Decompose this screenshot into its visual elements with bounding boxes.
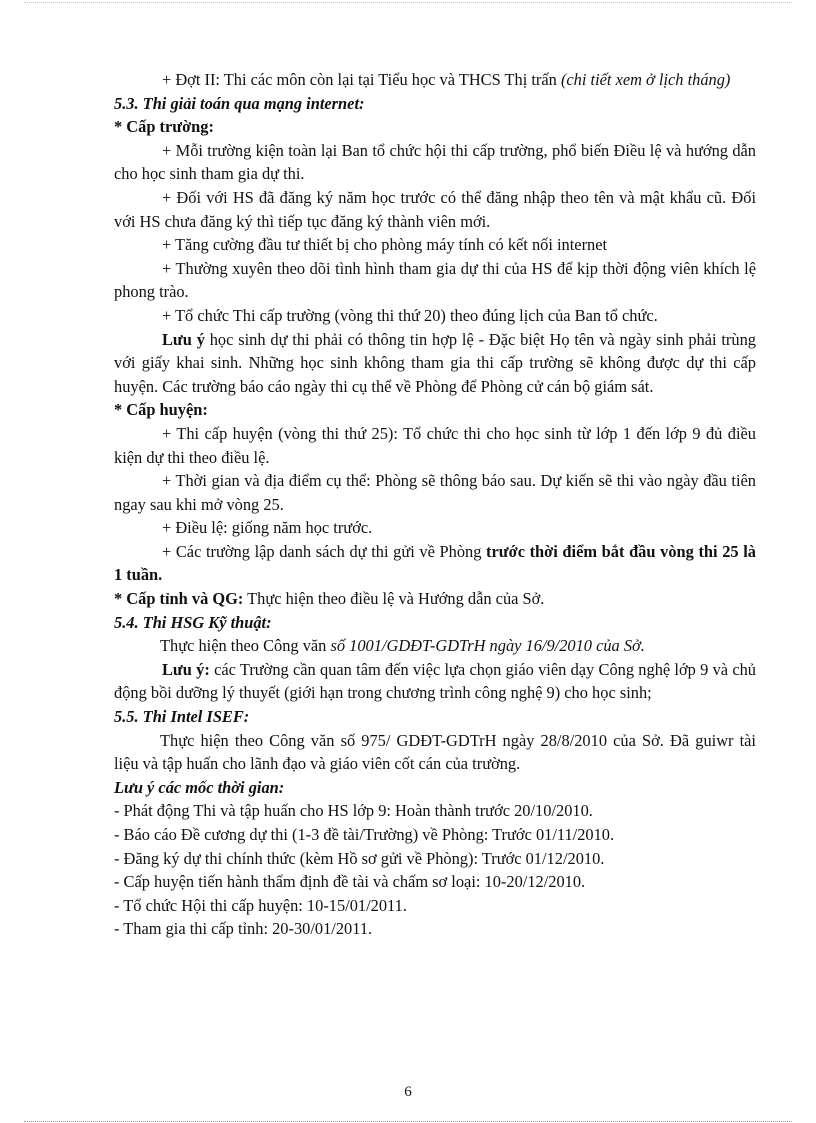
cap-huyen-item-4 xyxy=(114,540,756,587)
note-label: Lưu ý xyxy=(162,329,205,349)
cap-truong-item-1: + Mỗi trường kiện toàn lại Ban tổ chức hội thi cấp trường, phổ biến Điều lệ và hướng dẫn cho học sinh tham gia dự thi. xyxy=(114,140,756,184)
cap-tinh-text: Thực hiện theo điều lệ và Hướng dẫn của Sở. xyxy=(243,589,545,609)
milestone-6: - Tham gia thi cấp tỉnh: 20-30/01/2011. xyxy=(114,919,373,939)
footer-dotted-rule xyxy=(24,1121,792,1122)
ky-thuat-reference: số 1001/GDĐT-GDTrH ngày 16/9/2010 của Sở. xyxy=(330,636,645,656)
page-number: 6 xyxy=(404,1084,412,1100)
heading-5-3: 5.3. Thi giải toán qua mạng internet: xyxy=(114,93,365,113)
paragraph-dot-2 xyxy=(114,68,756,92)
ky-thuat-paragraph xyxy=(114,634,756,658)
cap-tinh-label: * Cấp tỉnh và QG: xyxy=(114,589,244,609)
header-dotted-rule xyxy=(24,2,792,3)
note-ky-thuat-label: Lưu ý: xyxy=(162,659,210,679)
note-ky-thuat-text: các Trường cần quan tâm đến việc lựa chọn giáo viên dạy Công nghệ lớp 9 và chủ động bồi dưỡng lý thuyết (giới hạn trong chương trình công nghệ 9) cho học sinh; xyxy=(114,659,756,703)
heading-moc-thoi-gian: Lưu ý các mốc thời gian: xyxy=(114,777,285,797)
dot2-text: + Đợt II: Thi các môn còn lại tại Tiểu học và THCS Thị trấn xyxy=(162,70,561,89)
page-body xyxy=(114,68,756,941)
cap-huyen-item-4-bold: trước thời điểm bắt đầu vòng thi 25 là 1 tuần. xyxy=(114,541,756,585)
note-text: học sinh dự thi phải có thông tin hợp lệ - Đặc biệt Họ tên và ngày sinh phải trùng với giấy khai sinh. Những học sinh không tham gia thi cấp trường sẽ không được dự thi cấp huyện. Các trường báo cáo ngày thi cụ thể về Phòng để Phòng cử cán bộ giám sát. xyxy=(114,329,756,396)
heading-5-4: 5.4. Thi HSG Kỹ thuật: xyxy=(114,612,272,632)
cap-huyen-item-1: + Thi cấp huyện (vòng thi thứ 25): Tổ chức thi cho học sinh từ lớp 1 đến lớp 9 đủ điều kiện dự thi theo điều lệ. xyxy=(114,423,756,467)
cap-huyen-item-3: + Điều lệ: giống năm học trước. xyxy=(162,518,373,538)
isef-paragraph: Thực hiện theo Công văn số 975/ GDĐT-GDTrH ngày 28/8/2010 của Sở. Đã guiwr tài liệu và tập huấn cho lãnh đạo và giáo viên cốt cán của trường. xyxy=(114,730,756,774)
subheading-cap-huyen: * Cấp huyện: xyxy=(114,400,208,420)
note-cap-truong xyxy=(114,328,756,399)
cap-huyen-item-4-text: + Các trường lập danh sách dự thi gửi về Phòng xyxy=(162,541,487,561)
dot2-note: (chi tiết xem ở lịch tháng) xyxy=(560,70,731,89)
subheading-cap-truong: * Cấp trường: xyxy=(114,117,214,137)
note-ky-thuat xyxy=(114,658,756,705)
cap-tinh-line xyxy=(114,587,756,611)
cap-huyen-item-2: + Thời gian và địa điểm cụ thể: Phòng sẽ thông báo sau. Dự kiến sẽ thi vào ngày đầu tiên ngay sau khi mở vòng 25. xyxy=(114,471,756,514)
milestone-5: - Tổ chức Hội thi cấp huyện: 10-15/01/2011. xyxy=(114,895,407,915)
cap-truong-item-4: + Thường xuyên theo dõi tình hình tham gia dự thi của HS để kịp thời động viên khích lệ phong trào. xyxy=(114,258,756,302)
cap-truong-item-2: + Đối với HS đã đăng ký năm học trước có thể đăng nhập theo tên và mật khẩu cũ. Đối với HS chưa đăng ký thì tiếp tục đăng ký thành viên mới. xyxy=(114,187,756,231)
cap-truong-item-5: + Tổ chức Thi cấp trường (vòng thi thứ 20) theo đúng lịch của Ban tổ chức. xyxy=(162,305,658,325)
heading-5-5: 5.5. Thi Intel ISEF: xyxy=(114,707,250,727)
milestone-2: - Báo cáo Đề cương dự thi (1-3 đề tài/Trường) về Phòng: Trước 01/11/2010. xyxy=(114,825,615,844)
milestone-1: - Phát động Thi và tập huấn cho HS lớp 9: Hoàn thành trước 20/10/2010. xyxy=(114,801,593,821)
cap-truong-item-3: + Tăng cường đầu tư thiết bị cho phòng máy tính có kết nối internet xyxy=(162,235,608,255)
milestone-3: - Đăng ký dự thi chính thức (kèm Hồ sơ gửi về Phòng): Trước 01/12/2010. xyxy=(114,848,605,868)
ky-thuat-text: Thực hiện theo Công văn xyxy=(160,636,331,656)
milestone-4: - Cấp huyện tiến hành thẩm định đề tài và chấm sơ loại: 10-20/12/2010. xyxy=(114,872,586,892)
